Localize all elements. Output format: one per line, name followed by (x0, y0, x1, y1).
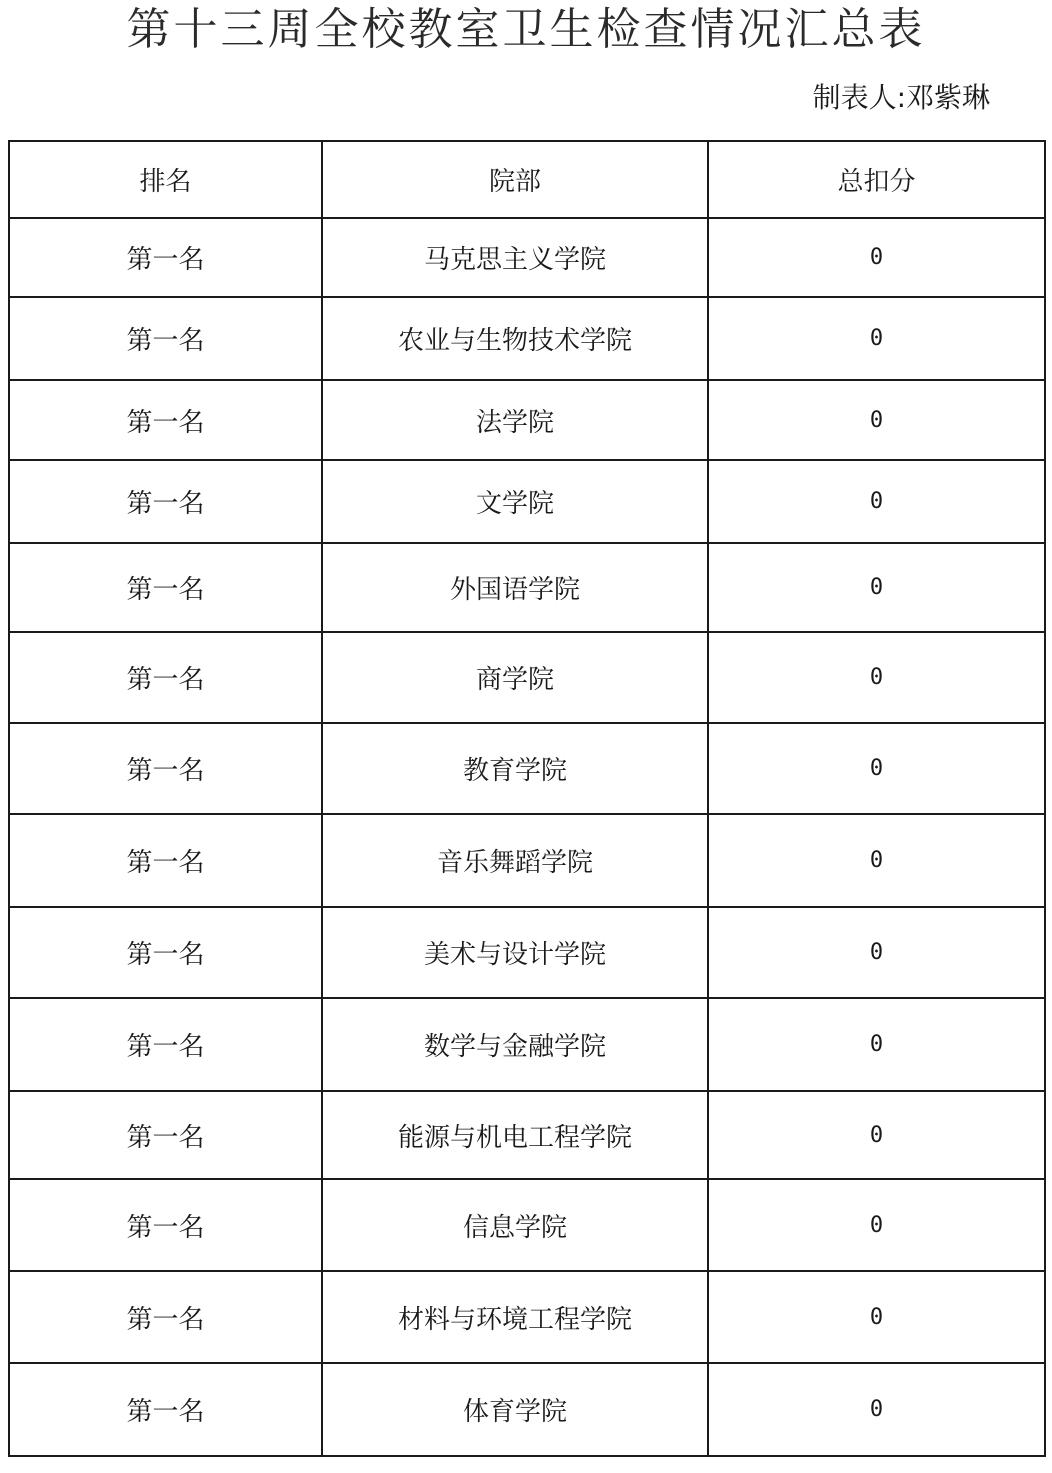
header-rank: 排名 (9, 141, 322, 218)
table-row (9, 543, 1045, 632)
deduction-cell: 0 (708, 297, 1045, 380)
table-row (9, 1363, 1045, 1456)
rank-cell: 第一名 (9, 998, 322, 1091)
table-row (9, 907, 1045, 998)
table-row (9, 1091, 1045, 1179)
deduction-cell: 0 (708, 1363, 1045, 1456)
department-cell: 法学院 (322, 380, 708, 460)
rank-cell: 第一名 (9, 1091, 322, 1179)
rank-cell: 第一名 (9, 297, 322, 380)
rank-cell: 第一名 (9, 380, 322, 460)
table-row (9, 380, 1045, 460)
deduction-cell: 0 (708, 1179, 1045, 1271)
deduction-cell: 0 (708, 543, 1045, 632)
rank-cell: 第一名 (9, 460, 322, 543)
deduction-cell: 0 (708, 723, 1045, 814)
department-cell: 音乐舞蹈学院 (322, 814, 708, 907)
rank-cell: 第一名 (9, 1179, 322, 1271)
table-row (9, 632, 1045, 723)
deduction-cell: 0 (708, 632, 1045, 723)
page-title: 第十三周全校教室卫生检查情况汇总表 (126, 4, 926, 55)
table-row (9, 814, 1045, 907)
department-cell: 文学院 (322, 460, 708, 543)
department-cell: 商学院 (322, 632, 708, 723)
rank-cell: 第一名 (9, 218, 322, 297)
rank-cell: 第一名 (9, 1363, 322, 1456)
deduction-cell: 0 (708, 907, 1045, 998)
rank-cell: 第一名 (9, 632, 322, 723)
department-cell: 数学与金融学院 (322, 998, 708, 1091)
rank-cell: 第一名 (9, 543, 322, 632)
deduction-cell: 0 (708, 1271, 1045, 1363)
department-cell: 体育学院 (322, 1363, 708, 1456)
table-header-row (9, 141, 1045, 218)
department-cell: 教育学院 (322, 723, 708, 814)
deduction-cell: 0 (708, 814, 1045, 907)
table-row (9, 723, 1045, 814)
department-cell: 外国语学院 (322, 543, 708, 632)
deduction-cell: 0 (708, 998, 1045, 1091)
header-department: 院部 (322, 141, 708, 218)
department-cell: 信息学院 (322, 1179, 708, 1271)
header-deduction: 总扣分 (708, 141, 1045, 218)
department-cell: 美术与设计学院 (322, 907, 708, 998)
department-cell: 农业与生物技术学院 (322, 297, 708, 380)
table-row (9, 998, 1045, 1091)
deduction-cell: 0 (708, 380, 1045, 460)
table-row (9, 460, 1045, 543)
table-row (9, 1179, 1045, 1271)
department-cell: 材料与环境工程学院 (322, 1271, 708, 1363)
rank-cell: 第一名 (9, 814, 322, 907)
summary-table (8, 140, 1046, 1457)
table-row (9, 297, 1045, 380)
table-row (9, 218, 1045, 297)
author-line: 制表人:邓紫琳 (812, 81, 990, 114)
table-body (9, 218, 1045, 1456)
deduction-cell: 0 (708, 460, 1045, 543)
rank-cell: 第一名 (9, 723, 322, 814)
department-cell: 马克思主义学院 (322, 218, 708, 297)
table-row (9, 1271, 1045, 1363)
department-cell: 能源与机电工程学院 (322, 1091, 708, 1179)
rank-cell: 第一名 (9, 1271, 322, 1363)
summary-table-container (8, 140, 1044, 1457)
deduction-cell: 0 (708, 218, 1045, 297)
rank-cell: 第一名 (9, 907, 322, 998)
deduction-cell: 0 (708, 1091, 1045, 1179)
